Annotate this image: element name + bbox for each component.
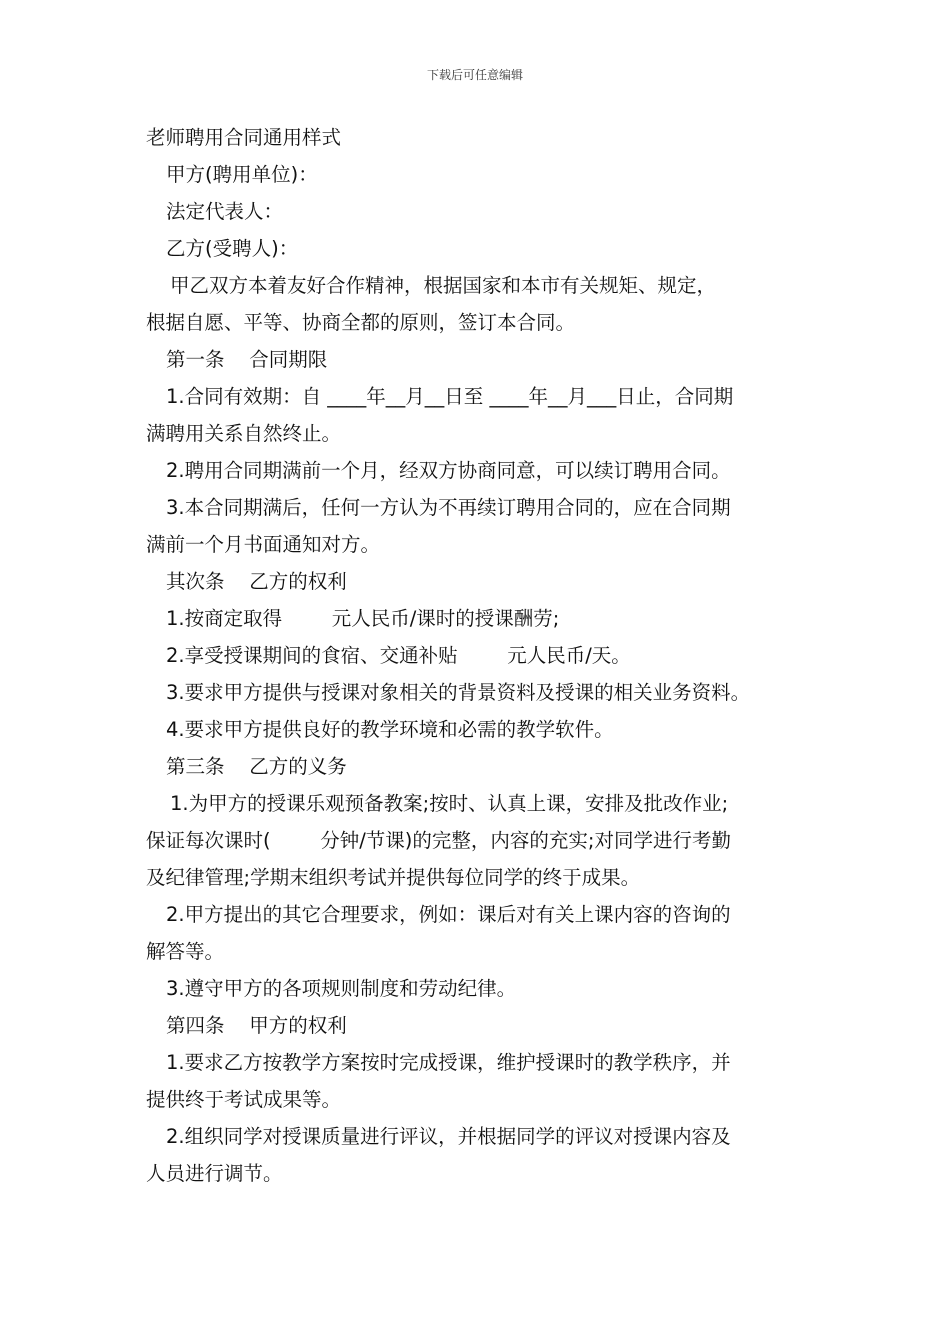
paragraph-line: 2.聘用合同期满前一个月，经双方协商同意，可以续订聘用合同。 — [166, 459, 731, 482]
paragraph-line: 甲方(聘用单位)： — [166, 163, 318, 186]
paragraph-line: 1.要求乙方按教学方案按时完成授课，维护授课时的教学秩序，并 — [166, 1051, 731, 1074]
paragraph-line: 第一条 合同期限 — [166, 348, 328, 371]
paragraph-line: 满聘用关系自然终止。 — [146, 422, 342, 445]
paragraph-line: 1.合同有效期：自 ____年__月__日至 ____年__月___日止，合同期 — [166, 385, 734, 408]
paragraph-line: 保证每次课时( 分钟/节课)的完整，内容的充实;对同学进行考勤 — [146, 829, 731, 852]
paragraph-line: 1.为甲方的授课乐观预备教案;按时、认真上课，安排及批改作业; — [170, 792, 729, 815]
paragraph-line: 2.甲方提出的其它合理要求，例如：课后对有关上课内容的咨询的 — [166, 903, 731, 926]
paragraph-line: 第四条 甲方的权利 — [166, 1014, 347, 1037]
paragraph-line: 解答等。 — [146, 940, 225, 963]
paragraph-line: 其次条 乙方的权利 — [166, 570, 347, 593]
paragraph-line: 3.遵守甲方的各项规则制度和劳动纪律。 — [166, 977, 517, 1000]
paragraph-line: 提供终于考试成果等。 — [146, 1088, 342, 1111]
paragraph-line: 2.组织同学对授课质量进行评议，并根据同学的评议对授课内容及 — [166, 1125, 731, 1148]
paragraph-lines — [146, 156, 836, 1192]
paragraph-line: 及纪律管理;学期末组织考试并提供每位同学的终于成果。 — [146, 866, 641, 889]
paragraph-line: 1.按商定取得 元人民币/课时的授课酬劳; — [166, 607, 560, 630]
paragraph-line: 3.要求甲方提供与授课对象相关的背景资料及授课的相关业务资料。 — [166, 681, 751, 704]
paragraph-line: 甲乙双方本着友好合作精神，根据国家和本市有关规矩、规定， — [170, 274, 717, 297]
paragraph-line: 2.享受授课期间的食宿、交通补贴 元人民币/天。 — [166, 644, 631, 667]
paragraph-line: 第三条 乙方的义务 — [166, 755, 347, 778]
paragraph-line: 法定代表人： — [166, 200, 284, 223]
paragraph-line: 乙方(受聘人)： — [166, 237, 299, 260]
document-title: 老师聘用合同通用样式 — [146, 126, 342, 149]
paragraph-line: 满前一个月书面通知对方。 — [146, 533, 381, 556]
paragraph-line: 人员进行调节。 — [146, 1162, 283, 1185]
document-body — [146, 119, 836, 1192]
page-header: 下载后可任意编辑 — [426, 68, 523, 82]
paragraph-line: 3.本合同期满后，任何一方认为不再续订聘用合同的，应在合同期 — [166, 496, 731, 519]
paragraph-line: 4.要求甲方提供良好的教学环境和必需的教学软件。 — [166, 718, 614, 741]
paragraph-line: 根据自愿、平等、协商全都的原则，签订本合同。 — [146, 311, 576, 334]
